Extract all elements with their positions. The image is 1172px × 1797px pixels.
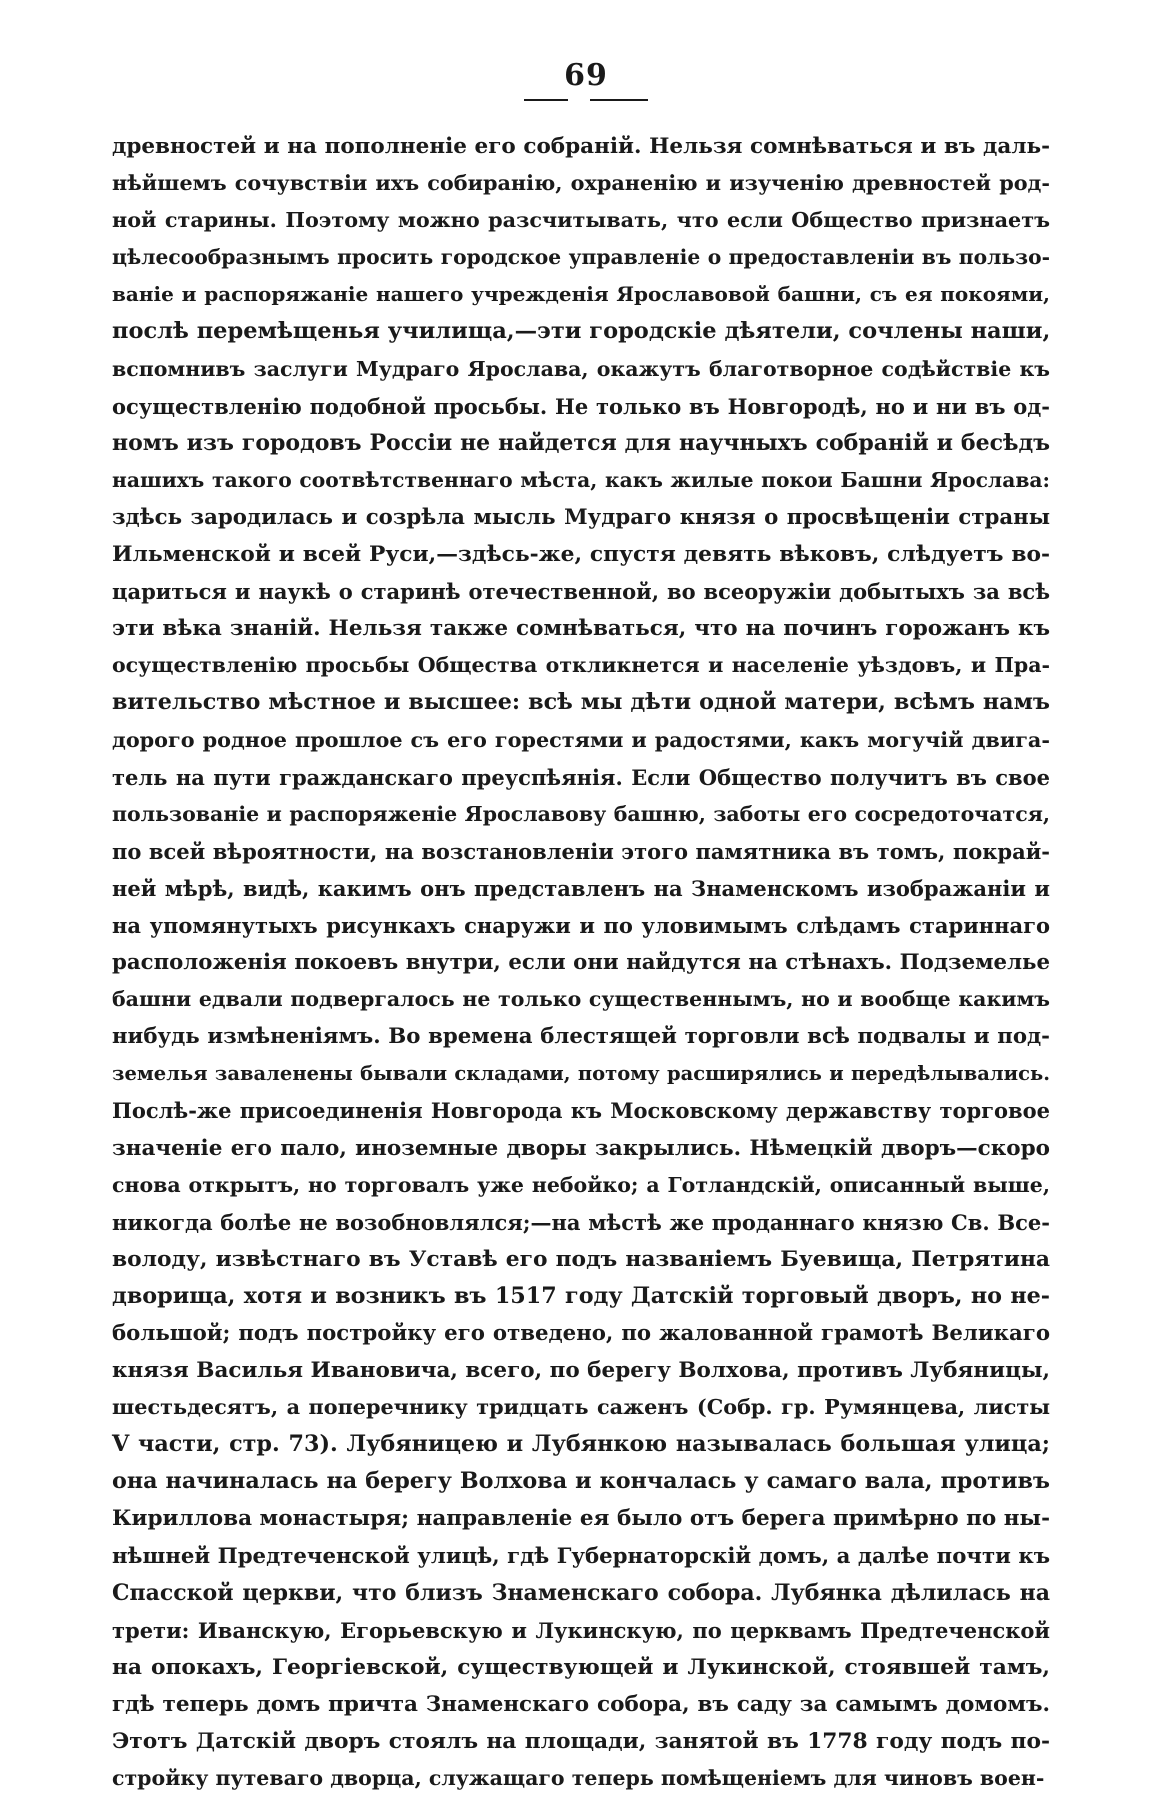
header-rule-left [524,99,568,101]
text-line: нибудь измѣненіямъ. Во времена блестящей торговли всѣ подвалы и под- [112,1024,1050,1050]
text-line: снова открытъ, но торговалъ уже небойко; а Готландскій, описанный выше, [112,1172,1050,1197]
text-line: князя Василья Ивановича, всего, по берегу Волхова, противъ Лубяницы, [112,1358,1050,1384]
text-line: цѣлесообразнымъ просить городское управленіе о предоставленіи въ пользо- [112,245,1050,270]
text-line: гдѣ теперь домъ причта Знаменскаго собора, въ саду за самымъ домомъ. [112,1691,1050,1717]
text-line: дворища, хотя и возникъ въ 1517 году Датскій торговый дворъ, но не- [112,1282,1050,1309]
text-line: эти вѣка знаній. Нельзя также сомнѣваться, что на починъ горожанъ къ [112,616,1050,642]
text-line: вительство мѣстное и высшее: всѣ мы дѣти одной матери, всѣмъ намъ [112,689,1050,716]
text-line: расположенія покоевъ внутри, если они найдутся на стѣнахъ. Подземелье [112,950,1050,976]
text-line: Ильменской и всей Руси,—здѣсь-же, спустя девять вѣковъ, слѣдуетъ во- [112,542,1050,568]
text-line: ваніе и распоряжаніе нашего учрежденія Ярославовой башни, съ ея покоями, [112,282,1050,307]
text-line: земелья заваленены бывали складами, потому расширялись и передѣлывались. [112,1062,1050,1086]
text-line: никогда болѣе не возобновлялся;—на мѣстѣ же проданнаго князю Св. Все- [112,1209,1050,1235]
text-line: Послѣ-же присоединенія Новгорода къ Московскому державству торговое [112,1098,1050,1124]
header-rule-right [590,99,648,101]
text-line: тель на пути гражданскаго преуспѣянія. Если Общество получитъ въ свое [112,764,1050,790]
text-line: Этотъ Датскій дворъ стоялъ на площади, занятой въ 1778 году подъ по- [112,1729,1050,1755]
text-line: послѣ перемѣщенья училища,—эти городскіе дѣятели, сочлены наши, [112,318,1051,345]
text-line: нашихъ такого соотвѣтственнаго мѣста, какъ жилые покои Башни Ярослава: [112,467,1050,492]
text-line: трети: Иванскую, Егорьевскую и Лукинскую, по церквамъ Предтеченской [112,1617,1050,1643]
text-line: по всей вѣроятности, на возстановленіи этого памятника въ томъ, покрай- [112,838,1050,864]
text-line: номъ изъ городовъ Россіи не найдется для научныхъ собраній и бесѣдъ [112,429,1050,456]
text-line: ней мѣрѣ, видѣ, какимъ онъ представленъ на Знаменскомъ изображаніи и [112,875,1050,901]
text-line: башни едвали подвергалось не только существеннымъ, но и вообще какимъ [112,987,1050,1012]
text-line: V части, стр. 73). Лубяницею и Лубянкою называлась большая улица; [112,1431,1050,1458]
text-line: значеніе его пало, иноземные дворы закрылись. Нѣмецкій дворъ—скоро [112,1135,1050,1161]
text-line: она начиналась на берегу Волхова и кончалась у самаго вала, противъ [112,1468,1050,1495]
text-line: стройку путеваго дворца, служащаго теперь помѣщеніемъ для чиновъ воен- [112,1766,1045,1791]
text-line: ной старины. Поэтому можно разсчитывать, что если Общество признаетъ [112,208,1050,233]
text-line: володу, извѣстнаго въ Уставѣ его подъ названіемъ Буевища, Петрятина [112,1246,1050,1272]
text-line: Кириллова монастыря; направленіе ея было отъ берега примѣрно по ны- [112,1506,1050,1532]
text-line: на опокахъ, Георгіевской, существующей и Лукинской, стоявшей тамъ, [112,1654,1050,1680]
text-line: осуществленію просьбы Общества откликнется и населеніе уѣздовъ, и Пра- [112,653,1050,678]
text-line: на упомянутыхъ рисункахъ снаружи и по уловимымъ слѣдамъ стариннаго [112,912,1050,938]
text-line: нѣшней Предтеченской улицѣ, гдѣ Губернаторскій домъ, а далѣе почти къ [112,1543,1050,1569]
text-line: вспомнивъ заслуги Мудраго Ярослава, окажутъ благотворное содѣйствіе къ [112,356,1050,381]
text-line: нѣйшемъ сочувствіи ихъ собиранію, охраненію и изученію древностей род- [112,171,1050,196]
text-line: здѣсь зародилась и созрѣла мысль Мудраго князя о просвѣщеніи страны [112,504,1050,530]
page-number: 69 [564,58,608,93]
text-line: Спасской церкви, что близъ Знаменскаго собора. Лубянка дѣлилась на [112,1579,1050,1606]
text-line: большой; подъ постройку его отведено, по жалованной грамотѣ Великаго [112,1321,1050,1346]
text-line: шестьдесятъ, а поперечнику тридцать саженъ (Собр. гр. Румянцева, листы [112,1395,1050,1420]
text-line: цариться и наукѣ о старинѣ отечественной, во всеоружіи добытыхъ за всѣ [112,579,1050,605]
text-line: древностей и на пополненіе его собраній. Нельзя сомнѣваться и въ даль- [112,134,1050,159]
text-line: осуществленію подобной просьбы. Не только въ Новгородѣ, но и ни въ од- [112,393,1050,419]
text-line: дорого родное прошлое съ его горестями и радостями, какъ могучій двига- [112,727,1050,752]
text-line: пользованіе и распоряженіе Ярославову башню, заботы его сосредоточатся, [112,801,1050,826]
body-text [112,128,1050,1797]
